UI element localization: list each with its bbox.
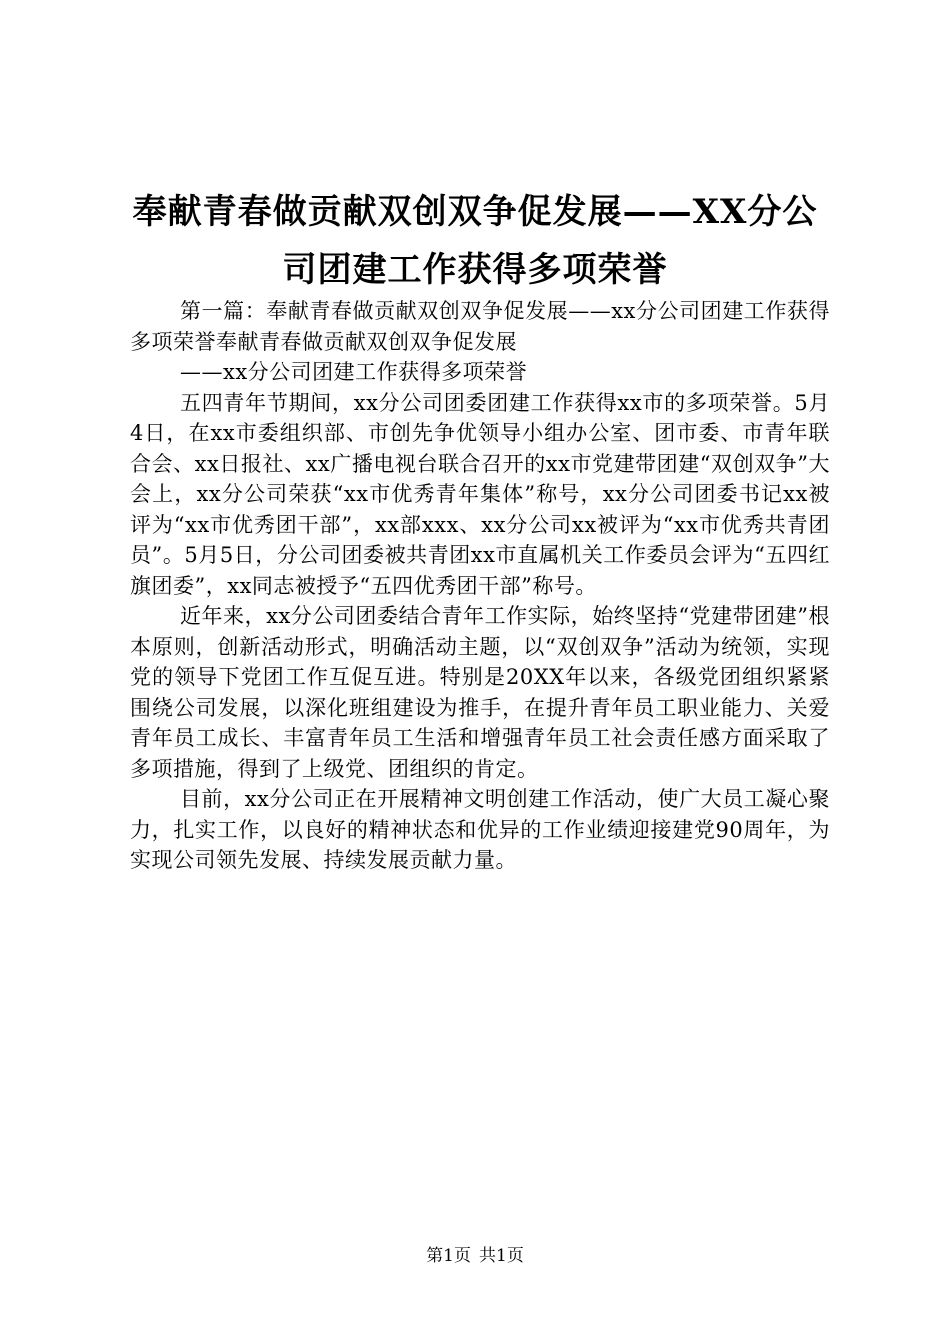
paragraph-current: 目前，xx分公司正在开展精神文明创建工作活动，使广大员工凝心聚力，扎实工作，以良好的精神状态和优异的工作业绩迎接建党90周年，为实现公司领先发展、持续发展贡献力量。: [130, 787, 830, 872]
document-title-line-1: 奉献青春做贡献双创双争促发展——XX分公: [132, 192, 818, 232]
page-number-total: 共1页: [479, 1246, 524, 1266]
paragraph-subtitle: ——xx分公司团建工作获得多项荣誉: [180, 360, 528, 384]
document-title-line-2: 司团建工作获得多项荣誉: [282, 250, 668, 290]
paragraph-intro: 第一篇：奉献青春做贡献双创双争促发展——xx分公司团建工作获得多项荣誉奉献青春做贡献双创双争促发展: [130, 299, 830, 354]
page-number-current: 第1页: [426, 1246, 471, 1266]
paragraph-recent-years: 近年来，xx分公司团委结合青年工作实际，始终坚持“党建带团建”根本原则，创新活动形式，明确活动主题，以“双创双争”活动为统领，实现党的领导下党团工作互促互进。特别是20XX年以来，各级党团组织紧紧围绕公司发展，以深化班组建设为推手，在提升青年员工职业能力、关爱青年员工成长、丰富青年员工生活和增强青年员工社会责任感方面采取了多项措施，得到了上级党、团组织的肯定。: [130, 604, 830, 781]
paragraph-honors: 五四青年节期间，xx分公司团委团建工作获得xx市的多项荣誉。5月4日，在xx市委组织部、市创先争优领导小组办公室、团市委、市青年联合会、xx日报社、xx广播电视台联合召开的xx市党建带团建“双创双争”大会上，xx分公司荣获“xx市优秀青年集体”称号，xx分公司团委书记xx被评为“xx市优秀团干部”，xx部xxx、xx分公司xx被评为“xx市优秀共青团员”。5月5日，分公司团委被共青团xx市直属机关工作委员会评为“五四红旗团委”，xx同志被授予“五四优秀团干部”称号。: [130, 390, 830, 598]
document-body: [130, 296, 830, 876]
page-footer: [0, 1241, 950, 1266]
